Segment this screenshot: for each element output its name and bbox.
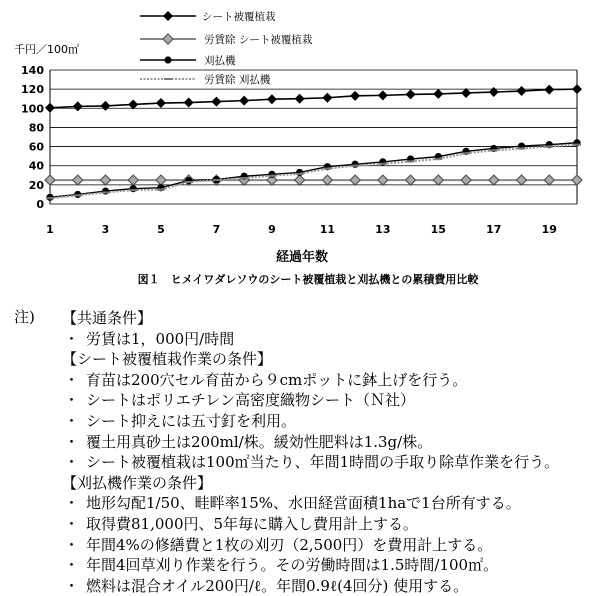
- legend-entry: [140, 10, 276, 23]
- x-tick-label: 15: [430, 223, 446, 236]
- note-text: 年間4回草刈り作業を行う。その労働時間は1.5時間/100㎡。: [86, 556, 499, 575]
- y-tick-label: 140: [21, 64, 44, 77]
- y-tick-label: 100: [21, 102, 44, 116]
- note-item: [64, 514, 418, 535]
- y-tick-label: 40: [28, 159, 44, 173]
- data-point: [406, 89, 416, 99]
- note-text: 労賃は1，000円/時間: [86, 329, 235, 348]
- bullet-icon: ・: [64, 535, 80, 554]
- data-point: [156, 175, 166, 185]
- x-tick-label: 9: [268, 223, 276, 236]
- series-2: [45, 175, 582, 185]
- x-axis-label: 経過年数: [275, 250, 329, 265]
- legend-marker: [164, 56, 171, 63]
- data-point: [517, 175, 527, 185]
- data-point: [239, 96, 249, 106]
- data-point: [350, 175, 360, 185]
- data-point: [517, 86, 527, 96]
- x-tick-label: 5: [157, 223, 165, 236]
- x-tick-labels: [46, 223, 557, 236]
- note-item: [64, 329, 234, 350]
- chart-legend: [140, 10, 313, 86]
- data-point: [406, 175, 416, 185]
- note-text: シートはポリエチレン高密度織物シート（Ｎ社）: [86, 391, 416, 410]
- note-item: [64, 576, 468, 596]
- series-line: [50, 145, 577, 199]
- note-text: 年間4%の修繕費と1枚の刈刃（2,500円）を費用計上する。: [86, 535, 493, 554]
- data-point: [544, 85, 554, 95]
- legend-label: 刈払機: [204, 55, 236, 67]
- chart-series: [45, 84, 582, 201]
- data-point: [378, 175, 388, 185]
- data-point: [378, 90, 388, 100]
- y-unit-label: 千円／100㎡: [14, 43, 79, 56]
- series-3: [46, 139, 580, 201]
- y-tick-labels: [21, 64, 44, 211]
- note-text: 燃料は混合オイル200円/ℓ。年間0.9ℓ(4回分) 使用する。: [86, 576, 469, 595]
- data-point: [128, 175, 138, 185]
- note-item: [64, 493, 521, 514]
- data-point: [100, 175, 110, 185]
- figure-caption: 図１ ヒメイワダレソウのシート被覆植栽と刈払機との累積費用比較: [137, 273, 479, 286]
- data-point: [489, 87, 499, 97]
- legend-entry: [140, 33, 313, 46]
- bullet-icon: ・: [64, 556, 80, 575]
- data-point: [433, 175, 443, 185]
- note-header: [62, 473, 212, 494]
- bullet-icon: ・: [64, 412, 80, 430]
- note-text: 覆土用真砂土は200ml/株。緩効性肥料は1.3g/株。: [86, 432, 433, 451]
- x-tick-label: 7: [212, 223, 221, 236]
- bullet-icon: ・: [64, 576, 80, 595]
- chart-gridlines: [50, 70, 577, 204]
- x-tick-label: 1: [46, 223, 54, 236]
- note-text: 【シート被覆植栽作業の条件】: [62, 350, 273, 369]
- y-tick-label: 0: [36, 198, 44, 211]
- data-point: [267, 94, 277, 104]
- data-point: [73, 175, 83, 185]
- x-tick-label: 3: [101, 223, 110, 236]
- data-point: [461, 175, 471, 185]
- bullet-icon: ・: [64, 494, 80, 513]
- bullet-icon: ・: [64, 453, 80, 472]
- note-text: 【刈払機作業の条件】: [62, 473, 213, 492]
- note-item: [64, 555, 498, 576]
- data-point: [544, 175, 554, 185]
- data-point: [295, 94, 305, 104]
- legend-label: 労賃除 刈払機: [204, 74, 271, 86]
- note-item: [64, 390, 415, 411]
- legend-entry: [140, 73, 271, 86]
- y-tick-label: 80: [28, 121, 44, 135]
- data-point: [73, 101, 83, 111]
- notes-label: 注): [14, 308, 35, 326]
- x-tick-label: 13: [375, 223, 391, 236]
- data-point: [45, 175, 55, 185]
- x-tick-label: 17: [486, 223, 502, 236]
- bullet-icon: ・: [64, 515, 80, 533]
- data-point: [572, 175, 582, 185]
- legend-label: 労賃除 シート被覆植栽: [204, 34, 313, 46]
- x-tick-label: 11: [319, 223, 336, 236]
- legend-entry: [140, 54, 236, 67]
- bullet-icon: ・: [64, 391, 80, 410]
- x-tick-label: 19: [541, 223, 557, 236]
- note-text: 【共通条件】: [62, 309, 153, 327]
- note-item: [64, 432, 432, 453]
- note-item: [64, 411, 296, 432]
- data-point: [322, 93, 332, 103]
- y-tick-label: 60: [28, 140, 44, 154]
- legend-label: シート被覆植栽: [202, 11, 276, 23]
- data-point: [184, 98, 194, 108]
- data-point: [100, 101, 110, 111]
- note-item: [64, 370, 467, 391]
- bullet-icon: ・: [64, 370, 80, 389]
- legend-marker: [163, 34, 173, 44]
- bullet-icon: ・: [64, 329, 80, 348]
- data-point: [489, 175, 499, 185]
- data-point: [350, 91, 360, 101]
- data-point: [295, 175, 305, 185]
- data-point: [211, 97, 221, 107]
- note-header: [62, 349, 272, 370]
- note-item: [64, 535, 492, 556]
- note-item: [64, 452, 559, 473]
- bullet-icon: ・: [64, 432, 80, 451]
- data-point: [572, 84, 582, 94]
- legend-marker: [163, 11, 173, 21]
- note-text: 地形勾配1/50、畦畔率15%、水田経営面積1haで1台所有する。: [86, 494, 521, 513]
- data-point: [156, 98, 166, 108]
- note-text: シート抑えには五寸釘を利用。: [86, 412, 297, 430]
- data-point: [45, 103, 55, 113]
- note-text: 育苗は200穴セル育苗から９cmポットに鉢上げを行う。: [86, 370, 468, 389]
- y-tick-label: 120: [21, 83, 44, 97]
- note-text: 取得費81,000円、5年毎に購入し費用計上する。: [86, 515, 419, 533]
- note-text: シート被覆植栽は100㎡当たり、年間1時間の手取り除草作業を行う。: [86, 453, 560, 472]
- note-header: [62, 308, 152, 329]
- y-tick-label: 20: [28, 178, 44, 192]
- data-point: [433, 89, 443, 99]
- data-point: [322, 175, 332, 185]
- series-line: [50, 143, 577, 198]
- series-4: [46, 145, 581, 199]
